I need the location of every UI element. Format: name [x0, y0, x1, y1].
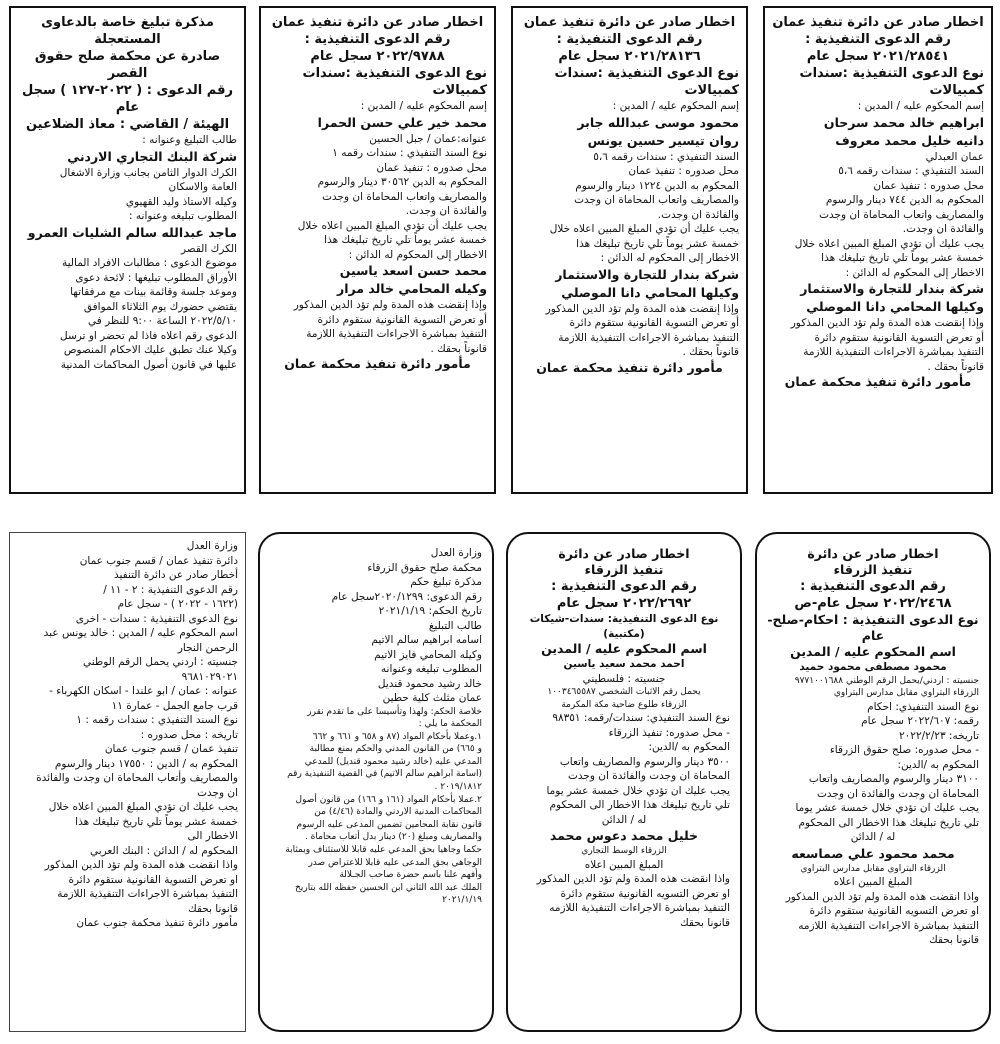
notice-line: السند التنفيذي : سندات رقمه ٥،٦	[593, 150, 739, 163]
notice-line: المحكمة ما يلي :	[418, 719, 482, 730]
notice-line: - محل صدوره: تنفيذ الزرقاء	[608, 726, 730, 739]
notice-line: له / الدائن	[601, 813, 647, 826]
notice-line: صادرة عن محكمة صلح حقوق القصر	[34, 49, 221, 81]
notice-line: التنفيذ بمباشرة الاجراءات التنفيذية اللازمه	[798, 919, 979, 932]
notice-line: إسم المحكوم عليه / المدين :	[612, 100, 739, 112]
notice-line: جنسيته : اردني يحمل الرقم الوطني	[82, 656, 238, 668]
notice-line: قانوناً بحقك .	[927, 360, 984, 373]
notice-line: الأوراق المطلوب تبليغها : لائحة دعوى	[75, 271, 237, 284]
notice-line: والفائدة ان وجدت.	[657, 208, 739, 221]
notice-line: رقم الدعوى التنفيذية :	[304, 32, 451, 47]
notice-zarqa-2692	[506, 532, 742, 1032]
notice-line: تاريخه: ٢٠٢٢/٢/٢٣	[899, 729, 979, 742]
notice-line: رقم الدعوى : ( ٢٠٢٢-١٢٧ ) سجل عام	[22, 83, 233, 115]
notice-line: الرحمن النجار	[177, 641, 238, 654]
notice-line: خلاصة الحكم: ولهذا وتأسيسا على ما تقدم نقرر	[307, 706, 482, 717]
notice-line: ٢٠٢١/٢٨١٣٦ سجل عام	[558, 49, 701, 64]
notice-line: دانيه خليل محمد معروف	[835, 132, 984, 148]
notice-line: أخطار صادر عن دائرة التنفيذ	[113, 569, 238, 581]
notice-line: مأمور دائرة تنفيذ محكمة جنوب عمان	[76, 917, 238, 929]
notice-qasr-court-summons	[9, 6, 246, 494]
notice-line: محمد خير علي حسن الحمرا	[317, 114, 487, 130]
notice-line: مأمور دائرة تنفيذ محكمة عمان	[284, 356, 471, 371]
notice-line: التنفيذ بمباشرة الاجراءات التنفيذية اللازمه	[549, 902, 730, 915]
notice-line: وكيلها المحامي دانا الموصلي	[561, 284, 739, 300]
notice-line: نوع السند التنفيذي : سندات رقمه : ١	[76, 714, 238, 726]
notice-line: وإذا إنقضت هذه المدة ولم تؤد الدين المذكور	[545, 302, 739, 315]
notice-line: اخطار صادر عن دائرة تنفيذ عمان	[523, 15, 736, 30]
notice-line: واذا انقضت هذه المدة ولم تؤد الدين المذكور	[785, 890, 979, 903]
notice-line: نوع السند التنفيذي: سندات/رقمه: ٩٨٣٥١	[552, 712, 730, 725]
notice-line: التنفيذ بمباشرة الاجراءات التنفيذية اللازمة	[803, 346, 984, 358]
notice-line: تاريخه : محل صدوره :	[140, 728, 238, 741]
notice-line: الكرك القصر	[180, 242, 237, 255]
notice-line: و ٦٦٥) من القانون المدني والحكم بمنع مطالبة	[309, 744, 482, 755]
notice-line: او تعرض التسوية القانونية ستقوم دائرة	[68, 873, 238, 886]
notice-line: وإذا إنقضت هذه المدة ولم تؤد الدين المذكور	[790, 317, 984, 329]
notice-line: ابراهيم خالد محمد سرحان	[823, 114, 984, 130]
notice-line: يقتضي حضورك يوم الثلاثاء الموافق	[83, 300, 237, 313]
notice-line: يجب عليك أن تؤدي المبلغ المبين اعلاه خلال	[297, 219, 487, 232]
notice-line: يجب عليك ان تؤدي المبلغ المبين اعلاه خلال	[48, 801, 238, 813]
notice-line: عنوانه : عمان / ابو علندا - اسكان الكهرباء -	[49, 685, 238, 697]
notice-line: او تعرض التسويه القانونية ستقوم دائرة	[809, 905, 979, 918]
notice-line: الاخطار الى	[187, 830, 238, 842]
notice-line: ٢.عملا بأحكام المواد (١٦١ و ١٦٦) من قانون أصول	[295, 794, 482, 805]
notice-line: قانونا بحقك	[188, 902, 238, 915]
notice-line: دائرة تنفيذ عمان / قسم جنوب عمان	[79, 554, 238, 567]
notice-line: وكيلها المحامي دانا الموصلي	[806, 299, 984, 314]
notice-line: ٢٠٢٢/٢٦٩٢ سجل عام	[556, 596, 692, 611]
notice-line: المحاماة ان وجدت والفائدة ان وجدت	[817, 787, 979, 800]
notice-line: الهيئة / القاضي : معاذ الضلاعين	[25, 117, 230, 132]
notice-line: قانونا بحقك	[680, 916, 730, 929]
notice-line: الملك عبد الله الثاني ابن الحسين حفظه الله بتاريخ	[295, 882, 482, 893]
notice-line: الاخطار إلى المحكوم له الدائن :	[348, 248, 487, 261]
notice-line: طالب التبليغ وعنوانه :	[142, 134, 237, 146]
notice-line: تاريخ الحكم: ٢٠٢١/١/١٩	[378, 605, 482, 617]
notice-amman-9788	[259, 6, 496, 494]
notice-line: المبلغ المبين اعلاه	[584, 858, 664, 871]
notice-line: اسامه ابراهيم سالم الاتيم	[371, 634, 482, 646]
notice-line: او تعرض التسويه القانونية ستقوم دائرة	[560, 887, 730, 900]
notice-line: المحاكمات المدنية الاردني والمادة (٤/٤٦) من	[314, 807, 482, 818]
notice-line: نوع الدعوى التنفيذية : سندات - اخرى	[75, 612, 238, 625]
notice-line: عنوانه:عمان / جبل الحسين	[369, 132, 487, 145]
notice-line: طالب التبليغ	[428, 619, 482, 632]
notice-line: اسم المحكوم عليه / المدين	[790, 644, 956, 659]
notice-line: والمصاريف واتعاب المحاماة ان وجدت	[819, 208, 984, 221]
notice-line: المبلغ المبين اعلاه	[833, 876, 913, 889]
notice-line: يجب عليك ان تؤدي خلال خمسة عشر يوما	[795, 802, 979, 815]
notice-line: قانوناً بحقك .	[682, 346, 739, 358]
notice-line: محل صدوره : تنفيذ عمان	[628, 165, 739, 177]
notice-zarqa-2468	[755, 532, 991, 1032]
notice-line: والمصاريف واتعاب المحاماة ان وجدت	[574, 194, 739, 206]
notice-line: قانوناً بحقك .	[430, 342, 487, 355]
notice-line: نوع الدعوى التنفيذية: سندات-شيكات (مكتبية)	[529, 613, 719, 640]
notice-line: وزارة العدل	[186, 540, 238, 552]
notice-line: الاخطار إلى المحكوم له الدائن :	[600, 252, 739, 264]
notice-south-amman	[9, 532, 246, 1032]
notice-line: والمصاريف ومبلغ (٢٠) دينار بدل أتعاب محاماة .	[304, 832, 482, 843]
notice-line: أو تعرض التسوية القانونية ستقوم دائرة	[569, 317, 739, 329]
notice-line: عمان مثلث كلية حطين	[382, 692, 482, 704]
notice-line: ٢٠٢١/١/١٩	[442, 895, 482, 906]
notice-line: يجب عليك أن تؤدي المبلغ المبين اعلاه خلال	[794, 237, 984, 250]
notice-line: له / الدائن	[850, 831, 896, 844]
notice-line: رقم الدعوى التنفيذية : ٢ - ١١ /	[103, 583, 238, 596]
notice-line: والفائدة ان وجدت.	[902, 223, 984, 235]
notice-line: موضوع الدعوى : مطالبات الافراد المالية	[62, 257, 237, 269]
notice-line: الزرقاء الوسط التجاري	[581, 846, 667, 857]
notice-zarqa-judgment	[258, 532, 494, 1032]
notice-line: احمد محمد سعيد ياسين	[563, 658, 685, 670]
notice-line: رقمه: ٢٠٢٢/٦٠٧ سجل عام	[861, 715, 979, 728]
notice-line: المحكوم له / الدائن : البنك العربي	[89, 844, 238, 857]
notice-line: وكيله المحامي فايز الاتيم	[374, 648, 482, 661]
notice-line: الدعوى رقم اعلاه فاذا لم تحضر او ترسل	[60, 329, 237, 342]
notice-line: محمد محمود علي صماسعه	[791, 845, 955, 861]
notice-line: المطلوب تبليغه وعنوانه :	[129, 210, 237, 222]
notice-line: التنفيذ بمباشرة الاجراءات التنفيذية اللازمة	[306, 328, 487, 340]
notice-line: الكرك الدوار الثامن بجانب وزارة الاشغال	[59, 166, 237, 179]
notice-line: نوع السند التنفيذي: احكام	[867, 700, 979, 713]
notice-line: ٩٦٨١٠٢٩٠٢١	[181, 670, 238, 683]
notice-line: أو تعرض التسوية القانونية ستقوم دائرة	[317, 313, 487, 326]
notice-line: قانونا بحقك	[929, 934, 979, 947]
notice-line: محكمة صلح حقوق الزرقاء	[367, 561, 482, 574]
notice-line: والفائدة ان وجدت.	[405, 205, 487, 217]
notice-line: تلي تاريخ تبليغك هذا الاخطار الى المحكوم	[798, 816, 979, 829]
notice-line: ٣١٠٠ دينار والرسوم والمصاريف واتعاب	[808, 773, 979, 786]
notice-line: الاخطار إلى المحكوم له الدائن :	[845, 266, 984, 279]
notice-line: خمسة عشر يوماً تلي تاريخ تبليغك هذا	[821, 252, 984, 264]
notice-line: شركة البنك التجاري الاردني	[67, 148, 237, 164]
notice-line: وزارة العدل	[430, 547, 482, 559]
notice-line: اسم المحكوم عليه / المدين : خالد يونس عبد	[43, 627, 238, 639]
notice-line: حكما وجاهيا بحق المدعي عليه قابلا للاستئناف وبمثابة	[285, 845, 482, 856]
notice-line: ٢٠٢٢/٥/١٠ الساعة ٩:٠٠ للنظر في	[88, 315, 237, 327]
notice-line: نوع الدعوى التنفيذية :سندات كمبيالات	[302, 66, 487, 98]
notice-line: يجب عليك ان تؤدي خلال خمسة عشر يوما	[546, 784, 730, 797]
notice-line: ٢٠٢٢/٩٧٨٨ سجل عام	[310, 49, 445, 64]
notice-line: ٢٠١٩/١٨١٢ .	[434, 782, 482, 793]
notice-line: المحكوم به /الدين:	[897, 758, 979, 771]
notice-line: المحكوم به الدين ١٢٢٤ دينار والرسوم	[575, 179, 739, 192]
notice-line: جنسيته : اردني/يحمل الرقم الوطني ٩٧٧١٠٠١٦٨٨	[794, 675, 979, 686]
notice-line: خالد رشيد محمود قنديل	[377, 677, 482, 690]
notice-line: إسم المحكوم عليه / المدين :	[857, 100, 984, 112]
notice-line: مأمور دائرة تنفيذ محكمة عمان	[536, 359, 723, 375]
notice-line: عمان العبدلي	[925, 150, 984, 163]
notice-line: الزرقاء البتراوي مقابل مدارس البتراوي	[833, 688, 979, 699]
notice-line: المحكوم به / الدين : ١٧٥٥٠ دينار والرسوم	[54, 757, 238, 770]
notice-line: وموعد جلسة وقائمة بينات مع مرفقاتها	[70, 286, 237, 298]
notice-line: اخطار صادر عن دائرة تنفيذ عمان	[772, 15, 984, 30]
notice-line: تلي تاريخ تبليغك هذا الاخطار الى المحكوم	[549, 799, 730, 812]
notice-line: مأمور دائرة تنفيذ محكمة عمان	[784, 374, 972, 389]
notice-line: وكيلا عنك تطبق عليك الاحكام المنصوص	[63, 344, 237, 356]
notice-line: يحمل رقم الاثبات الشخصي ١٠٠٣٤٦٥٥٨٧	[547, 687, 701, 697]
notice-line: نوع الدعوى التنفيذية :سندات كمبيالات	[554, 66, 739, 98]
notice-line: وأفهم علنا باسم حضرة صاحب الجـلالة	[339, 870, 482, 881]
notice-line: الزرقاء البتراوي مقابل مدارس البتراوي	[800, 863, 946, 874]
notice-line: ٢٠٢٢/٢٤٦٨ سجل عام-ص	[794, 596, 952, 611]
notice-line: رقم الدعوى: ٢٠٢٠/١٢٩٩سجل عام	[331, 590, 482, 603]
notice-line: شركة بندار للتجارة والاستثمار	[555, 266, 739, 282]
notice-line: إسم المحكوم عليه / المدين :	[360, 100, 487, 112]
notice-line: عليها في قانون أصول المحاكمات المدنية	[60, 358, 237, 371]
notice-line: محمود موسى عبدالله جابر	[577, 114, 739, 130]
notice-line: نوع الدعوى التنفيذية :سندات كمبيالات	[799, 66, 984, 98]
notice-line: قانون نقابة المحامين تضمين المدعى عليه الرسوم	[296, 819, 482, 830]
notice-amman-28136	[511, 6, 748, 494]
notice-line: التنفيذ بمباشرة الاجراءات التنفيذية اللازمة	[558, 331, 739, 344]
notice-line: ٣٥٠٠ دينار والرسوم والمصاريف واتعاب	[559, 755, 730, 768]
notice-line: يجب عليك أن تؤدي المبلغ المبين اعلاه خلال	[549, 223, 739, 235]
notice-line: المحكوم به الدين ٧٤٤ دينار والرسوم	[825, 194, 984, 206]
notice-line: المحاماة ان وجدت والفائدة ان وجدت	[568, 770, 730, 783]
notice-line: والمصاريف وأتعاب المحاماة ان وجدت والفائدة	[36, 772, 238, 784]
notice-line: مذكرة تبليغ خاصة بالدعاوى المستعجلة	[41, 15, 214, 47]
notice-line: محمود مصطفى محمود حميد	[799, 661, 947, 673]
notice-line: - محل صدوره: صلح حقوق الزرقاء	[829, 744, 979, 757]
notice-line: اخطار صادر عن دائرة	[807, 546, 939, 561]
notice-amman-28541	[763, 6, 993, 494]
notice-line: المحكوم به /الدين:	[648, 741, 730, 754]
notice-line: ٢٠٢١/٢٨٥٤١ سجل عام	[806, 49, 950, 64]
notice-line: قرب جامع الجمل - عمارة ١١	[111, 699, 238, 712]
notice-line: رقم الدعوى التنفيذية :	[805, 32, 951, 47]
notice-line: واذا انقضت هذه المدة ولم تؤد الدين المذكور	[536, 873, 730, 886]
notice-line: شركة بندار للتجارة والاستثمار	[800, 281, 984, 296]
notice-line: والمصاريف واتعاب المحاماة ان وجدت	[322, 190, 487, 203]
notice-line: خمسة عشر يوماً تلي تاريخ تبليغك هذا	[576, 237, 739, 250]
notice-line: ١.وعملا بأحكام المواد (٨٧ و ٦٥٨ و ٦٦١ و ٦٦٢	[312, 731, 482, 742]
notice-line: اسم المحكوم عليه / المدين	[541, 641, 707, 656]
notice-line: رقم الدعوى التنفيذية :	[551, 579, 697, 594]
notice-line: تنفيذ الزرقاء	[833, 562, 913, 577]
notice-line: المطلوب تبليغه وعنوانه	[380, 663, 482, 675]
notice-line: وكيله المحامي خالد مرار	[337, 281, 487, 296]
notice-line: السند التنفيذي : سندات رقمه ٥،٦	[838, 165, 984, 177]
notice-line: محمد حسن اسعد ياسين	[339, 263, 487, 278]
notice-line: (١٦٢٢ - ٢٠٢٢ ) - سجل عام	[117, 598, 238, 610]
notice-line: روان تيسير حسين يونس	[587, 132, 739, 148]
notice-line: التنفيذ بمباشرة الاجراءات التنفيذية اللازمة	[57, 888, 238, 900]
notice-line: محل صدوره : تنفيذ عمان	[376, 161, 487, 174]
notice-line: وكيله الاستاذ وليد القهيوي	[125, 195, 237, 208]
notice-line: المحكوم به الدين ٣٠٥٦٢ دينار والرسوم	[317, 176, 487, 188]
notice-line: وإذا إنقضت هذه المدة ولم تؤد الدين المذكور	[293, 299, 487, 311]
notice-line: رقم الدعوى التنفيذية :	[800, 579, 946, 594]
notice-line: جنسيته : فلسطيني	[582, 672, 666, 685]
notice-line: واذا انقضت هذه المدة ولم تؤد الدين المذكور	[44, 859, 238, 871]
notice-line: (اسامة ابراهيم سالم الاتيم) في القضية التنفيذية رقم	[287, 769, 482, 780]
notice-line: الزرقاء طلوع ضاحية مكة المكرمة	[561, 699, 687, 710]
notice-line: العامة والاسكان	[168, 181, 237, 193]
notice-line: ماجد عبدالله سالم الشليات العمرو	[27, 224, 237, 240]
notice-line: المدعي عليه (خالد رشيد محمود قنديل) للمدعي	[304, 756, 482, 767]
notice-line: نوع الدعوى التنفيذية : احكام-صلح-عام	[767, 612, 979, 643]
notice-line: نوع السند التنفيذي : سندات رقمه ١	[332, 147, 487, 159]
notice-line: اخطار صادر عن دائرة	[558, 546, 690, 561]
notice-line: خمسة عشر يوماً تلي تاريخ تبليغك هذا	[75, 815, 238, 828]
notice-line: محل صدوره : تنفيذ عمان	[873, 179, 984, 192]
notice-line: مذكرة تبليغ حكم	[410, 576, 482, 588]
notice-line: الوجاهي بحق المدعى عليه قابلا للاعتراض صدر	[308, 857, 482, 868]
notice-line: ان وجدت	[197, 786, 238, 799]
notice-line: أو تعرض التسوية القانونية ستقوم دائرة	[814, 331, 984, 344]
notice-line: تنفيذ عمان / قسم جنوب عمان	[104, 743, 238, 755]
notice-line: رقم الدعوى التنفيذية :	[556, 32, 703, 47]
notice-line: خمسة عشر يوماً تلي تاريخ تبليغك هذا	[324, 234, 487, 246]
notice-line: اخطار صادر عن دائرة تنفيذ عمان	[271, 15, 484, 30]
notice-line: خليل محمد دعوس محمد	[549, 828, 699, 844]
notice-line: تنفيذ الزرقاء	[584, 562, 664, 577]
